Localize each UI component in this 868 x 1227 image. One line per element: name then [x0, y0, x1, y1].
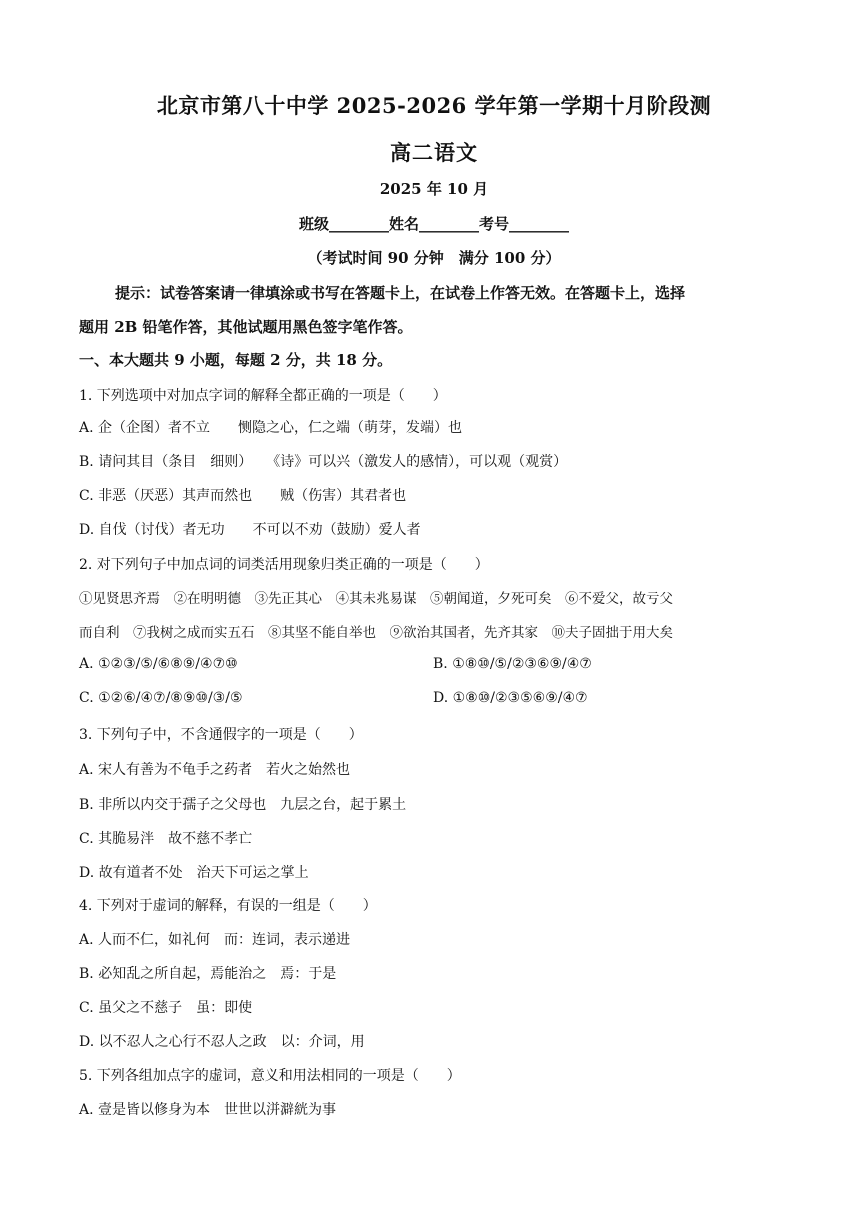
q3-option-d: D. 故有道者不处 治天下可运之掌上	[79, 865, 309, 881]
q1-option-c: C. 非恶（厌恶）其声而然也 贼（伤害）其君者也	[79, 488, 407, 504]
q4-option-c: C. 虽父之不慈子 虽：即使	[79, 1000, 253, 1016]
tip-line-2: 题用 2B 铅笔作答，其他试题用黑色签字笔作答。	[79, 318, 413, 336]
exam-date: 2025 年 10 月	[379, 180, 489, 198]
exam-title: 北京市第八十中学 2025-2026 学年第一学期十月阶段测	[156, 93, 712, 118]
q2-sentences-line-2: 而自利 ⑦我树之成而实五石 ⑧其坚不能自举也 ⑨欲治其国者，先齐其家 ⑩夫子固拙于用大矣	[79, 625, 673, 641]
q5-option-a: A. 壹是皆以修身为本 世世以洴澼絖为事	[79, 1102, 337, 1118]
q3-option-a: A. 宋人有善为不龟手之药者 若火之始然也	[79, 762, 351, 778]
q2-option-d: D. ①⑧⑩/②③⑤⑥⑨/④⑦	[433, 690, 588, 706]
q1-option-a: A. 企（企图）者不立 恻隐之心，仁之端（萌芽，发端）也	[79, 420, 463, 436]
q1-option-d: D. 自伐（讨伐）者无功 不可以不劝（鼓励）爱人者	[79, 522, 421, 538]
q4-option-a: A. 人而不仁，如礼何 而：连词，表示递进	[79, 932, 351, 948]
q1-stem: 1. 下列选项中对加点字词的解释全都正确的一项是（ ）	[79, 388, 447, 404]
q1-option-b: B. 请问其目（条目 细则） 《诗》可以兴（激发人的感情），可以观（观赏）	[79, 454, 568, 470]
exam-subject: 高二语文	[390, 140, 478, 165]
q2-stem: 2. 对下列句子中加点词的词类活用现象归类正确的一项是（ ）	[79, 557, 489, 573]
section-1-heading: 一、本大题共 9 小题，每题 2 分，共 18 分。	[79, 351, 393, 369]
q4-stem: 4. 下列对于虚词的解释，有误的一组是（ ）	[79, 898, 377, 914]
q2-option-a: A. ①②③/⑤/⑥⑧⑨/④⑦⑩	[79, 656, 238, 672]
q2-option-b: B. ①⑧⑩/⑤/②③⑥⑨/④⑦	[433, 656, 592, 672]
q4-option-b: B. 必知乱之所自起，焉能治之 焉：于是	[79, 966, 337, 982]
q5-stem: 5. 下列各组加点字的虚词，意义和用法相同的一项是（ ）	[79, 1068, 461, 1084]
q3-option-b: B. 非所以内交于孺子之父母也 九层之台，起于累土	[79, 797, 407, 813]
q3-stem: 3. 下列句子中，不含通假字的一项是（ ）	[79, 727, 363, 743]
exam-time-note: （考试时间 90 分钟 满分 100 分）	[307, 249, 561, 267]
q4-option-d: D. 以不忍人之心行不忍人之政 以：介词，用	[79, 1034, 365, 1050]
q2-option-c: C. ①②⑥/④⑦/⑧⑨⑩/③/⑤	[79, 690, 243, 706]
tip-line-1: 提示：试卷答案请一律填涂或书写在答题卡上，在试卷上作答无效。在答题卡上，选择	[115, 284, 686, 302]
student-info-line: 班级________姓名________考号________	[298, 215, 569, 233]
q2-sentences-line-1: ①见贤思齐焉 ②在明明德 ③先正其心 ④其未兆易谋 ⑤朝闻道，夕死可矣 ⑥不爱父，故亏父	[79, 591, 673, 607]
q3-option-c: C. 其脆易泮 故不慈不孝亡	[79, 831, 253, 847]
